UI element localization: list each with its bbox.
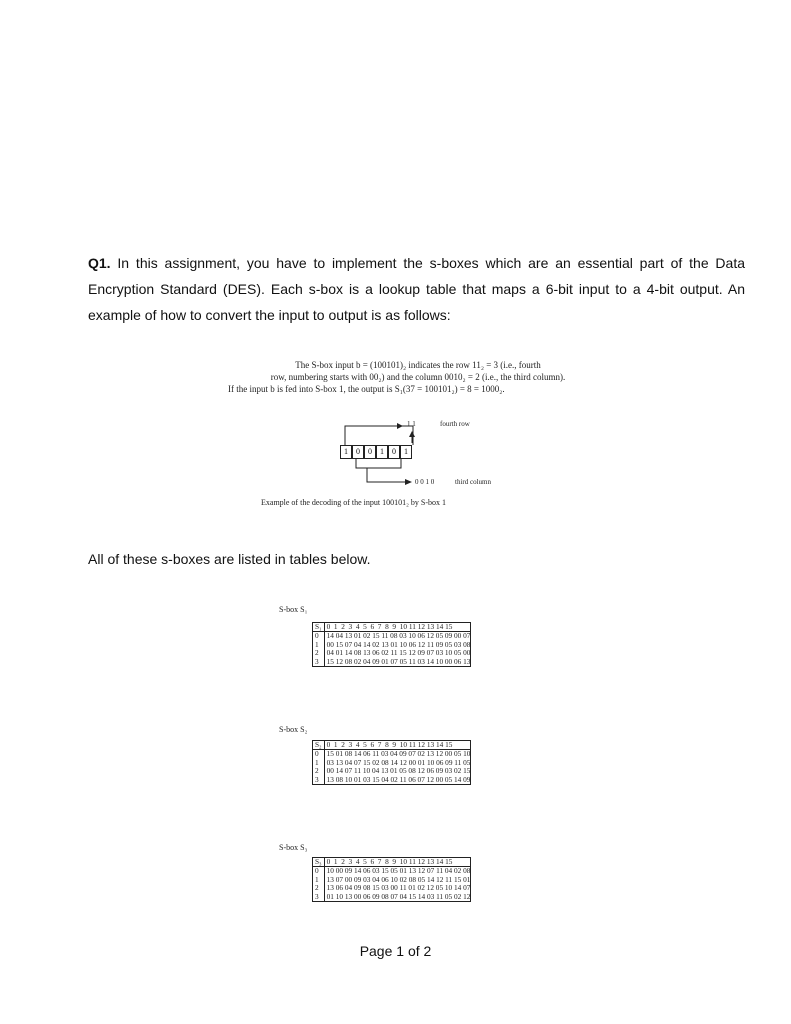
row-values: 00 15 07 04 14 02 13 01 10 06 12 11 09 05 03 08 <box>326 639 471 649</box>
row-index: 3 <box>313 776 325 785</box>
sbox-header: 0 1 2 3 4 5 6 7 8 9 10 11 12 13 14 15 <box>324 741 471 750</box>
column-bits: 0 0 1 0 <box>415 478 435 486</box>
sbox-title: S-box S₂ <box>279 725 308 734</box>
page-footer: Page 1 of 2 <box>359 943 432 959</box>
sbox-table <box>312 622 471 667</box>
row-index: 1 <box>313 759 325 767</box>
row-index: 0 <box>313 632 325 641</box>
bit-cell: 1 <box>400 445 412 459</box>
figure-line-3: If the input b is fed into S-box 1, the output is S₁(37 = 100101₂) = 8 = 1000₂. <box>228 384 505 394</box>
sbox-table <box>312 857 471 902</box>
row-index: 3 <box>313 893 325 902</box>
question-paragraph <box>88 250 745 328</box>
figure-caption: Example of the decoding of the input 100101₂ by S-box 1 <box>261 498 446 507</box>
row-values: 03 13 04 07 15 02 08 14 12 00 01 10 06 09 11 05 <box>326 757 471 767</box>
bit-cell: 0 <box>364 445 376 459</box>
figure-line-2: row, numbering starts with 00₂) and the column 0010₂ = 2 (i.e., the third column). <box>270 372 566 382</box>
sbox-title: S-box S₃ <box>279 843 308 852</box>
row-index: 2 <box>313 884 325 892</box>
bit-cell: 1 <box>376 445 388 459</box>
row-label: fourth row <box>440 420 470 428</box>
row-values: 00 14 07 11 10 04 13 01 05 08 12 06 09 03 02 15 <box>326 766 471 776</box>
question-label: Q1. <box>88 255 111 271</box>
intro-text: All of these s-boxes are listed in tables below. <box>88 551 371 567</box>
row-bits: 1 1 <box>407 420 416 428</box>
sbox-corner: S₂ <box>313 741 325 750</box>
bit-cell: 0 <box>352 445 364 459</box>
row-values: 15 01 08 14 06 11 03 04 09 07 02 13 12 00 05 10 <box>326 749 471 759</box>
row-values: 01 10 13 00 06 09 08 07 04 15 14 03 11 05 02 12 <box>326 891 471 901</box>
row-values: 10 00 09 14 06 03 15 05 01 13 12 07 11 04 02 08 <box>326 866 471 876</box>
row-index: 1 <box>313 876 325 884</box>
bit-cell: 1 <box>340 445 352 459</box>
question-text: In this assignment, you have to implement the s-boxes which are an essential part of the Data Encryption Standard (DES). Each s-box is a lookup table that maps a 6-bit input to a 4-bit output. An example of how to convert the input to output is as follows: <box>88 255 746 323</box>
row-index: 0 <box>313 867 325 876</box>
row-index: 2 <box>313 649 325 657</box>
row-values: 04 01 14 08 13 06 02 11 15 12 09 07 03 10 05 00 <box>326 648 471 658</box>
row-values: 13 06 04 09 08 15 03 00 11 01 02 12 05 10 14 07 <box>326 883 471 893</box>
bit-cell: 0 <box>388 445 400 459</box>
sbox-header: 0 1 2 3 4 5 6 7 8 9 10 11 12 13 14 15 <box>324 623 471 632</box>
row-values: 15 12 08 02 04 09 01 07 05 11 03 14 10 00 06 13 <box>326 656 471 666</box>
figure-line-1: The S-box input b = (100101)₂ indicates the row 11₂ = 3 (i.e., fourth <box>295 360 541 370</box>
row-values: 13 08 10 01 03 15 04 02 11 06 07 12 00 05 14 09 <box>326 774 471 784</box>
column-label: third column <box>455 478 491 486</box>
sbox-corner: S₃ <box>313 858 325 867</box>
sbox-title: S-box S₁ <box>279 605 308 614</box>
row-values: 14 04 13 01 02 15 11 08 03 10 06 12 05 09 00 07 <box>326 631 471 641</box>
row-index: 1 <box>313 641 325 649</box>
row-index: 2 <box>313 767 325 775</box>
row-index: 3 <box>313 658 325 667</box>
row-values: 13 07 00 09 03 04 06 10 02 08 05 14 12 11 15 01 <box>326 874 471 884</box>
sbox-header: 0 1 2 3 4 5 6 7 8 9 10 11 12 13 14 15 <box>324 858 471 867</box>
sbox-table <box>312 740 471 785</box>
sbox-corner: S₁ <box>313 623 325 632</box>
row-index: 0 <box>313 750 325 759</box>
figure-description <box>228 359 608 395</box>
